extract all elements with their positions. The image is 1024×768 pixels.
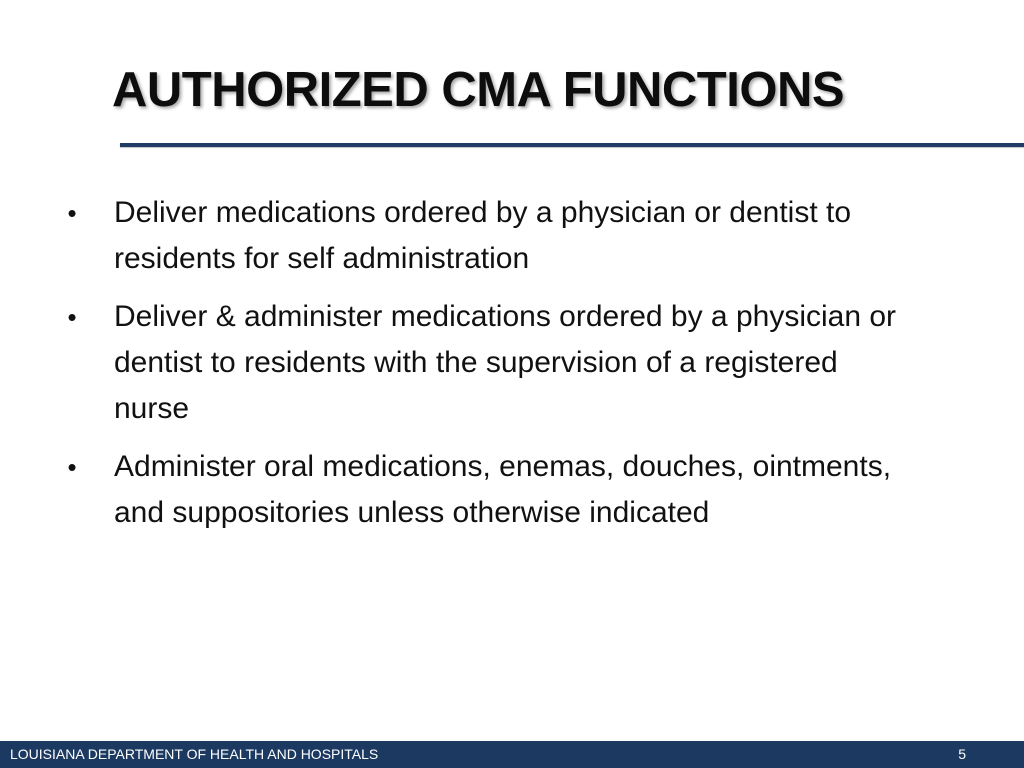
bullet-dot-icon: •	[67, 198, 77, 228]
title-underline-rule	[120, 143, 1024, 147]
footer-organization: LOUISIANA DEPARTMENT OF HEALTH AND HOSPITALS	[10, 746, 379, 762]
bullet-list	[62, 190, 902, 548]
bullet-dot-icon: •	[67, 452, 77, 482]
bullet-item	[62, 444, 902, 536]
bullet-item	[62, 190, 902, 282]
page-number: 5	[958, 746, 966, 762]
footer-bar	[0, 741, 1024, 768]
bullet-dot-icon: •	[67, 302, 77, 332]
bullet-item	[62, 294, 902, 432]
bullet-text: Deliver medications ordered by a physician or dentist to residents for self administration	[114, 196, 852, 275]
bullet-text: Administer oral medications, enemas, douches, ointments, and suppositories unless otherwise indicated	[114, 450, 892, 529]
slide-title: AUTHORIZED CMA FUNCTIONS	[112, 63, 845, 117]
bullet-text: Deliver & administer medications ordered by a physician or dentist to residents with the supervision of a registered nurse	[114, 300, 897, 425]
